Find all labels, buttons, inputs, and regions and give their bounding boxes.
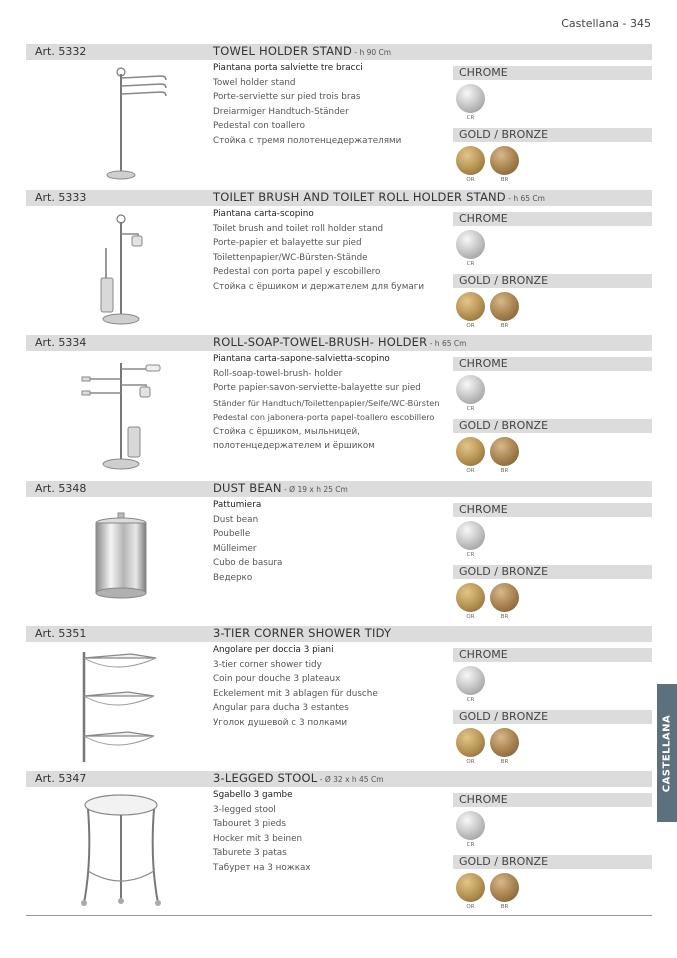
chrome-label: CHROME: [453, 66, 652, 80]
chrome-swatch: [456, 375, 485, 404]
article-number: Art. 5334: [35, 336, 87, 349]
chrome-swatch: [456, 811, 485, 840]
gold-swatch: [456, 292, 485, 321]
or-code: OR: [466, 614, 475, 620]
product-dimensions: - h 65 Cm: [505, 194, 545, 203]
desc-de: Toilettenpapier/WC-Bürsten-Stände: [213, 252, 368, 263]
gold-bronze-label: GOLD / BRONZE: [453, 855, 652, 869]
br-code: BR: [500, 904, 509, 910]
article-number: Art. 5332: [35, 45, 87, 58]
side-tab: [657, 684, 677, 822]
product-5351: [26, 626, 652, 772]
desc-en: Toilet brush and toilet roll holder stand: [213, 223, 384, 234]
bronze-swatch: [490, 728, 519, 757]
desc-it: Piantana porta salviette tre bracci: [213, 63, 363, 73]
desc-ru: Стойка с ёршиком и держателем для бумаги: [213, 281, 425, 292]
chrome-swatch: [456, 230, 485, 259]
footer-rule: [26, 915, 652, 916]
roll-soap-towel-brush-stand-icon: [66, 355, 176, 473]
article-number: Art. 5351: [35, 627, 87, 640]
side-tab-label: CASTELLANA: [661, 714, 673, 792]
desc-fr: Tabouret 3 pieds: [213, 819, 286, 829]
desc-fr: Poubelle: [213, 529, 251, 539]
description-list: [213, 61, 453, 148]
desc-en: Roll-soap-towel-brush- holder: [213, 368, 343, 379]
desc-fr: Porte-serviette sur pied trois bras: [213, 92, 361, 102]
product-dimensions: - h 65 Cm: [427, 339, 467, 348]
product-dimensions: - Ø 32 x h 45 Cm: [317, 775, 384, 784]
chrome-label: CHROME: [453, 212, 652, 226]
article-number: Art. 5333: [35, 191, 87, 204]
or-code: OR: [466, 323, 475, 329]
or-code: OR: [466, 904, 475, 910]
desc-fr: Coin pour douche 3 plateaux: [213, 674, 341, 684]
product-5332: [26, 44, 652, 190]
gold-swatch: [456, 146, 485, 175]
chrome-swatch: [456, 666, 485, 695]
cr-code: CR: [466, 406, 475, 412]
or-code: OR: [466, 177, 475, 183]
gold-bronze-label: GOLD / BRONZE: [453, 710, 652, 724]
description-list: [213, 498, 453, 585]
desc-es: Pedestal con jabonera-porta papel-toallero escobillero: [213, 412, 435, 422]
chrome-label: CHROME: [453, 503, 652, 517]
bronze-swatch: [490, 583, 519, 612]
desc-fr: Porte papier-savon-serviette-balayette sur pied: [213, 383, 421, 393]
desc-en: 3-tier corner shower tidy: [213, 659, 322, 670]
three-legged-stool-icon: [66, 791, 176, 909]
product-5333: [26, 190, 652, 336]
desc-ru: Табурет на 3 ножках: [213, 862, 311, 873]
desc-ru: Ведерко: [213, 572, 253, 583]
gold-swatch: [456, 728, 485, 757]
desc-it: Piantana carta-sapone-salvietta-scopino: [213, 354, 390, 364]
product-dimensions: - h 90 Cm: [352, 48, 392, 57]
toilet-brush-roll-stand-icon: [66, 210, 176, 328]
gold-bronze-label: GOLD / BRONZE: [453, 274, 652, 288]
chrome-label: CHROME: [453, 648, 652, 662]
product-title: ROLL-SOAP-TOWEL-BRUSH- HOLDER - h 65 Cm: [213, 335, 467, 349]
description-list: [213, 352, 453, 454]
product-title: TOWEL HOLDER STAND - h 90 Cm: [213, 44, 392, 58]
product-title: DUST BEAN - Ø 19 x h 25 Cm: [213, 481, 348, 495]
description-list: [213, 207, 453, 294]
desc-es: Taburete 3 patas: [213, 848, 287, 858]
desc-en: 3-legged stool: [213, 804, 276, 815]
product-5347: [26, 771, 652, 917]
gold-swatch: [456, 583, 485, 612]
product-title: 3-LEGGED STOOL - Ø 32 x h 45 Cm: [213, 771, 384, 785]
bronze-swatch: [490, 873, 519, 902]
or-code: OR: [466, 759, 475, 765]
cr-code: CR: [466, 115, 475, 121]
desc-ru: Стойка с тремя полотенцедержателями: [213, 135, 402, 146]
desc-es: Pedestal con toallero: [213, 121, 305, 131]
article-number: Art. 5348: [35, 482, 87, 495]
desc-de: Ständer für Handtuch/Toilettenpapier/Seife/WC-Bürsten: [213, 397, 440, 408]
product-5348: [26, 481, 652, 627]
dust-bin-icon: [66, 501, 176, 619]
cr-code: CR: [466, 261, 475, 267]
description-list: [213, 788, 453, 875]
product-5334: [26, 335, 652, 481]
desc-de: Mülleimer: [213, 543, 257, 554]
product-title: 3-TIER CORNER SHOWER TIDY: [213, 626, 392, 640]
towel-holder-stand-icon: [66, 64, 176, 182]
product-dimensions: - Ø 19 x h 25 Cm: [281, 485, 348, 494]
gold-bronze-label: GOLD / BRONZE: [453, 419, 652, 433]
or-code: OR: [466, 468, 475, 474]
chrome-label: CHROME: [453, 357, 652, 371]
description-list: [213, 643, 453, 730]
desc-en: Dust bean: [213, 514, 259, 525]
gold-bronze-label: GOLD / BRONZE: [453, 565, 652, 579]
desc-en: Towel holder stand: [213, 77, 296, 88]
br-code: BR: [500, 468, 509, 474]
br-code: BR: [500, 614, 509, 620]
desc-de: Dreiarmiger Handtuch-Ständer: [213, 106, 349, 117]
desc-it: Sgabello 3 gambe: [213, 790, 293, 800]
bronze-swatch: [490, 292, 519, 321]
chrome-label: CHROME: [453, 793, 652, 807]
br-code: BR: [500, 177, 509, 183]
product-title: TOILET BRUSH AND TOILET ROLL HOLDER STAND - h 65 Cm: [213, 190, 545, 204]
desc-es: Pedestal con porta papel y escobillero: [213, 267, 381, 277]
gold-bronze-label: GOLD / BRONZE: [453, 128, 652, 142]
desc-de: Eckelement mit 3 ablagen für dusche: [213, 688, 378, 699]
corner-shower-tidy-icon: [66, 646, 176, 764]
gold-swatch: [456, 437, 485, 466]
cr-code: CR: [466, 697, 475, 703]
chrome-swatch: [456, 84, 485, 113]
gold-swatch: [456, 873, 485, 902]
desc-it: Piantana carta-scopino: [213, 209, 314, 219]
chrome-swatch: [456, 521, 485, 550]
desc-it: Pattumiera: [213, 500, 262, 510]
article-number: Art. 5347: [35, 772, 87, 785]
cr-code: CR: [466, 552, 475, 558]
desc-ru: Стойка с ёршиком, мыльницей,: [213, 426, 360, 437]
br-code: BR: [500, 759, 509, 765]
desc-ru: Уголок душевой с 3 полками: [213, 717, 348, 728]
br-code: BR: [500, 323, 509, 329]
cr-code: CR: [466, 842, 475, 848]
desc-ru-2: полотенцедержателем и ёршиком: [213, 441, 375, 451]
bronze-swatch: [490, 437, 519, 466]
page-header: Castellana - 345: [561, 17, 651, 30]
desc-it: Angolare per doccia 3 piani: [213, 645, 334, 655]
desc-fr: Porte-papier et balayette sur pied: [213, 238, 362, 248]
desc-de: Hocker mit 3 beinen: [213, 833, 303, 844]
bronze-swatch: [490, 146, 519, 175]
desc-es: Angular para ducha 3 estantes: [213, 703, 349, 713]
desc-es: Cubo de basura: [213, 558, 283, 568]
